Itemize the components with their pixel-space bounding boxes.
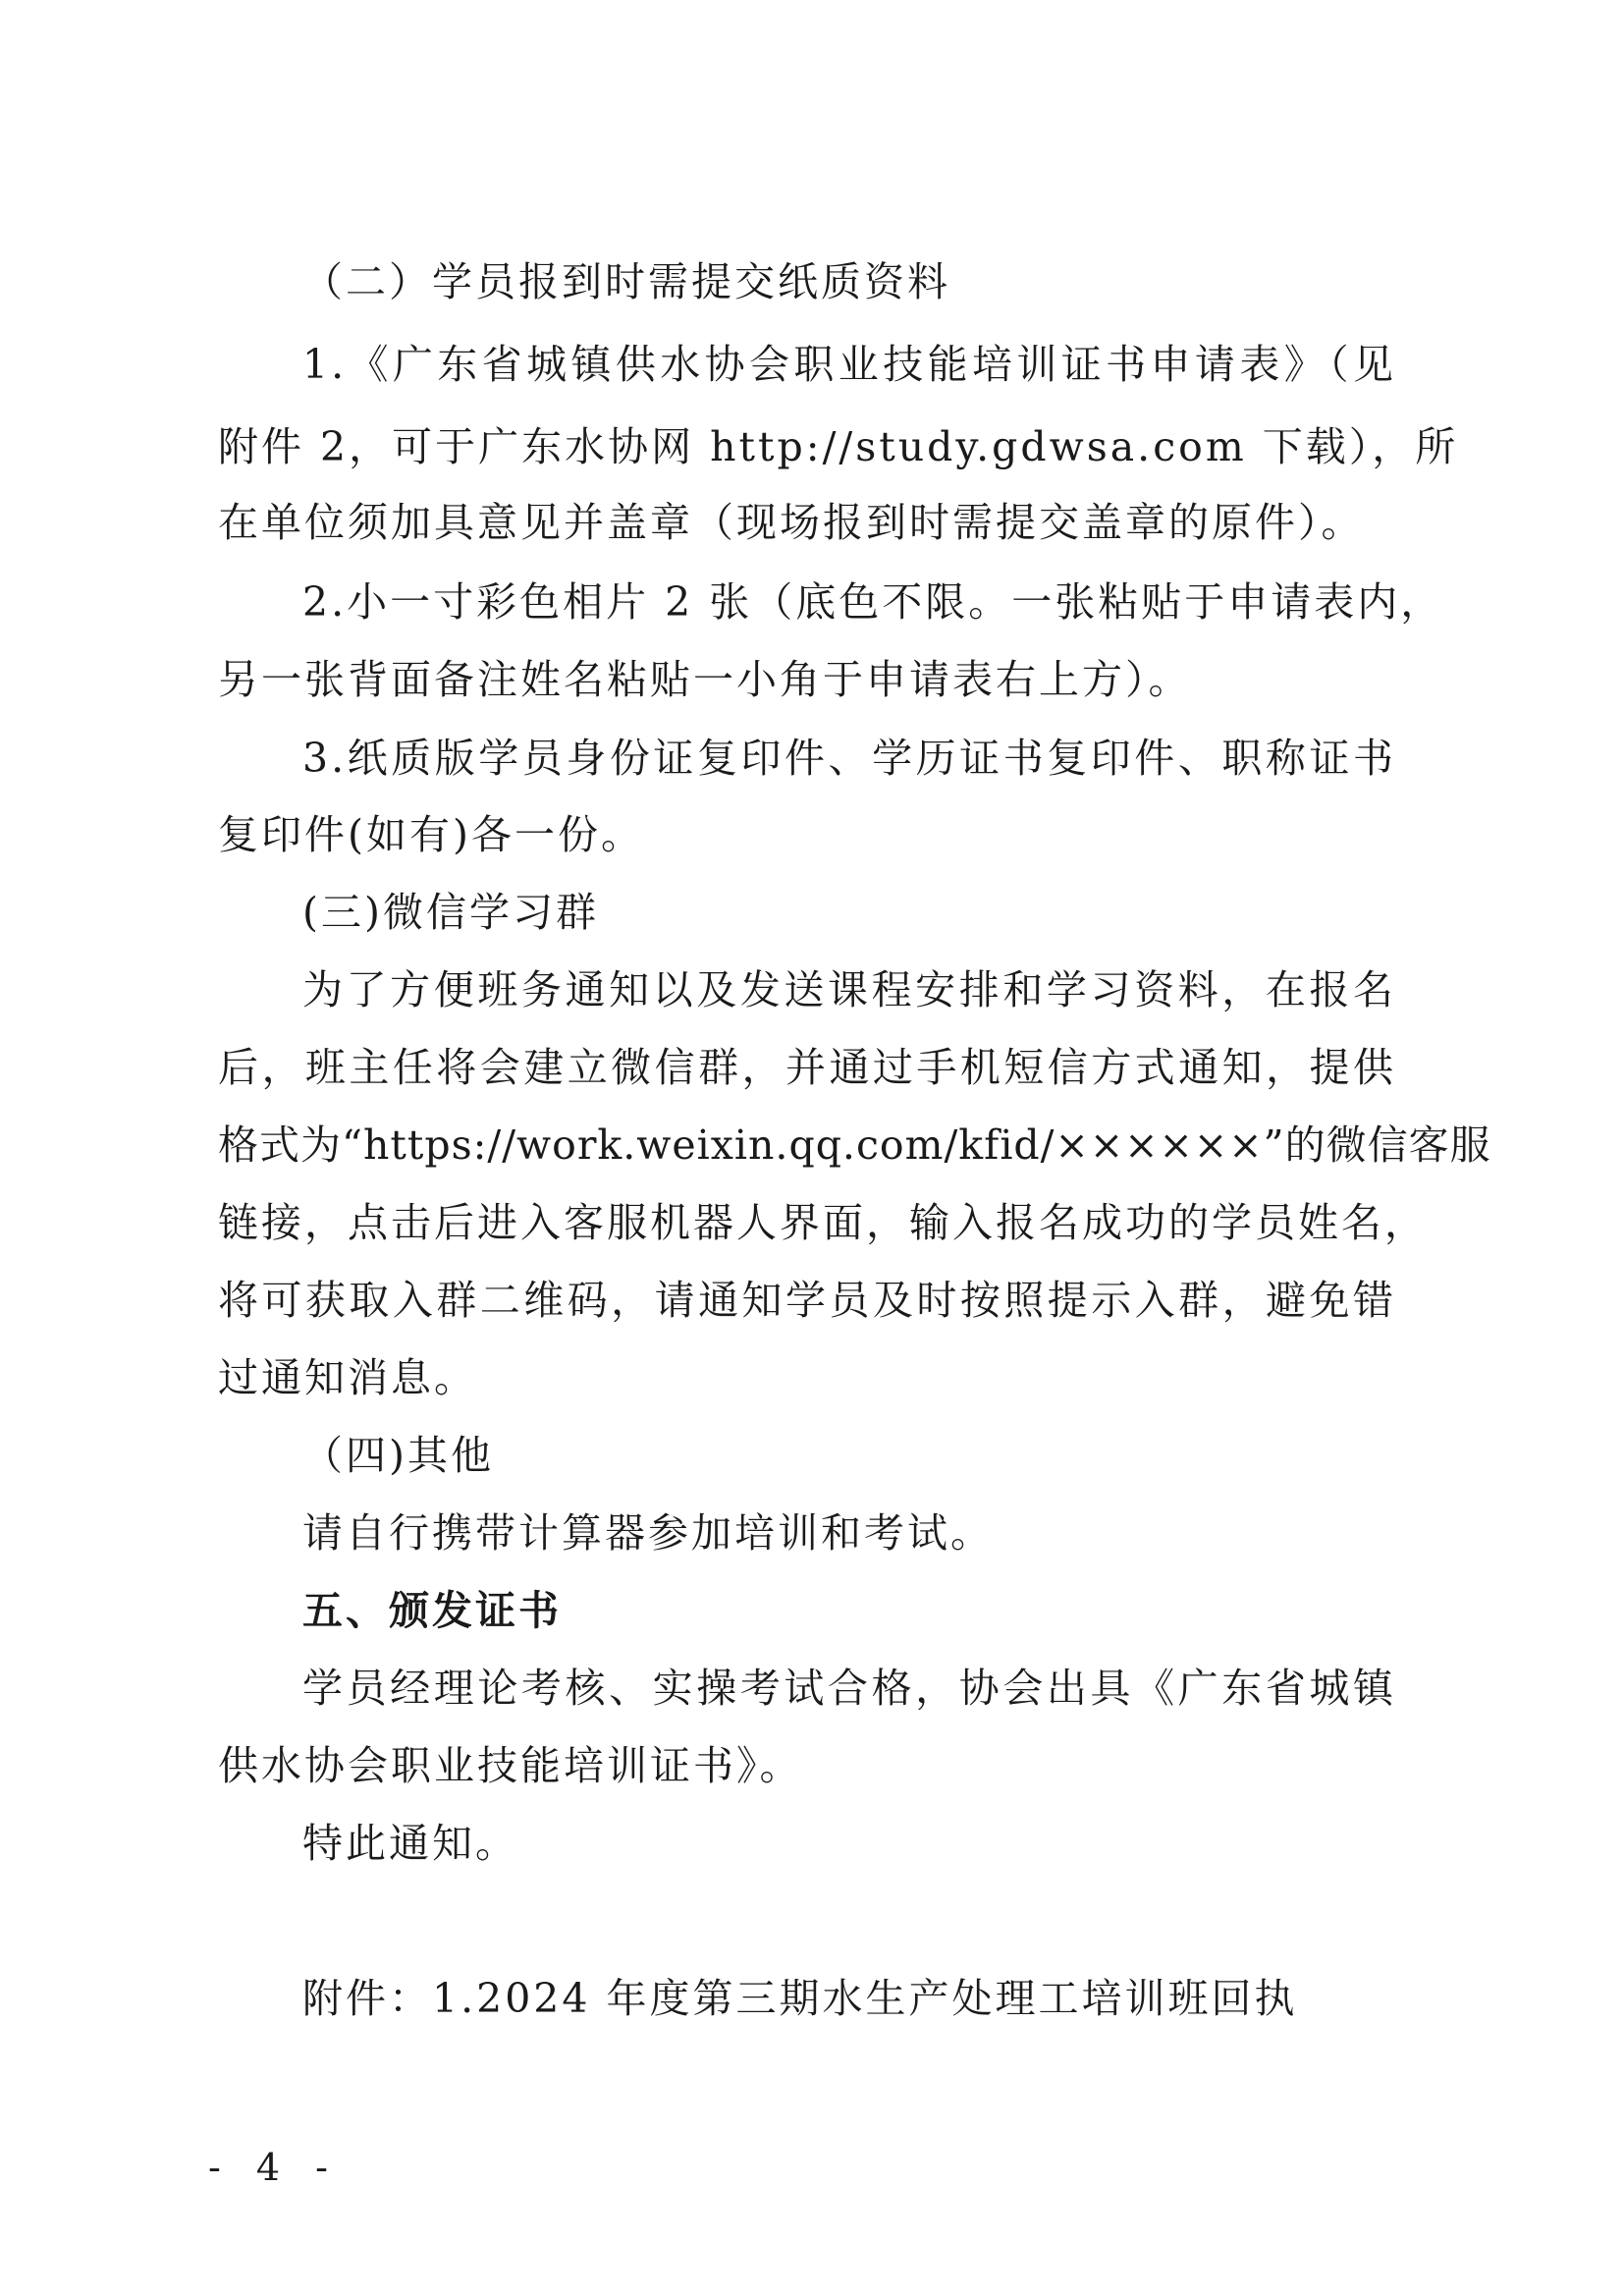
section-4-heading: （四)其他	[302, 1432, 494, 1479]
attachment-line: 附件：1.2024 年度第三期水生产处理工培训班回执	[302, 1975, 1298, 2022]
wechat-para-line-2: 后，班主任将会建立微信群，并通过手机短信方式通知，提供	[218, 1044, 1396, 1091]
item-1-line-1: 1.《广东省城镇供水协会职业技能培训证书申请表》（见	[302, 341, 1396, 388]
page-number: - 4 -	[208, 2146, 341, 2189]
section-2-heading: （二）学员报到时需提交纸质资料	[302, 258, 950, 305]
section-5-para-line-1: 学员经理论考核、实操考试合格，协会出具《广东省城镇	[302, 1665, 1396, 1712]
wechat-para-line-6: 过通知消息。	[218, 1354, 477, 1401]
item-1-line-3: 在单位须加具意见并盖章（现场报到时需提交盖章的原件）。	[218, 499, 1365, 546]
wechat-para-line-4: 链接，点击后进入客服机器人界面，输入报名成功的学员姓名，	[218, 1199, 1428, 1246]
item-3-line-1: 3.纸质版学员身份证复印件、学历证书复印件、职称证书	[302, 735, 1396, 782]
item-1-line-2: 附件 2，可于广东水协网 http://study.gdwsa.com 下载），所	[218, 423, 1459, 470]
section-3-heading: (三)微信学习群	[302, 889, 599, 936]
section-4-para: 请自行携带计算器参加培训和考试。	[302, 1509, 994, 1557]
wechat-para-line-3: 格式为“https://work.weixin.qq.com/kfid/××××××”的微信客服	[218, 1121, 1491, 1169]
section-5-para-line-2: 供水协会职业技能培训证书》。	[218, 1742, 803, 1789]
section-5-heading: 五、颁发证书	[302, 1587, 562, 1634]
wechat-para-line-5: 将可获取入群二维码，请通知学员及时按照提示入群，避免错	[218, 1277, 1396, 1324]
item-2-line-1: 2.小一寸彩色相片 2 张（底色不限。一张粘贴于申请表内，	[302, 578, 1444, 626]
closing-text: 特此通知。	[302, 1820, 518, 1867]
wechat-para-line-1: 为了方便班务通知以及发送课程安排和学习资料，在报名	[302, 966, 1396, 1013]
item-3-line-2: 复印件(如有)各一份。	[218, 811, 644, 858]
item-2-line-2: 另一张背面备注姓名粘贴一小角于申请表右上方）。	[218, 656, 1192, 703]
